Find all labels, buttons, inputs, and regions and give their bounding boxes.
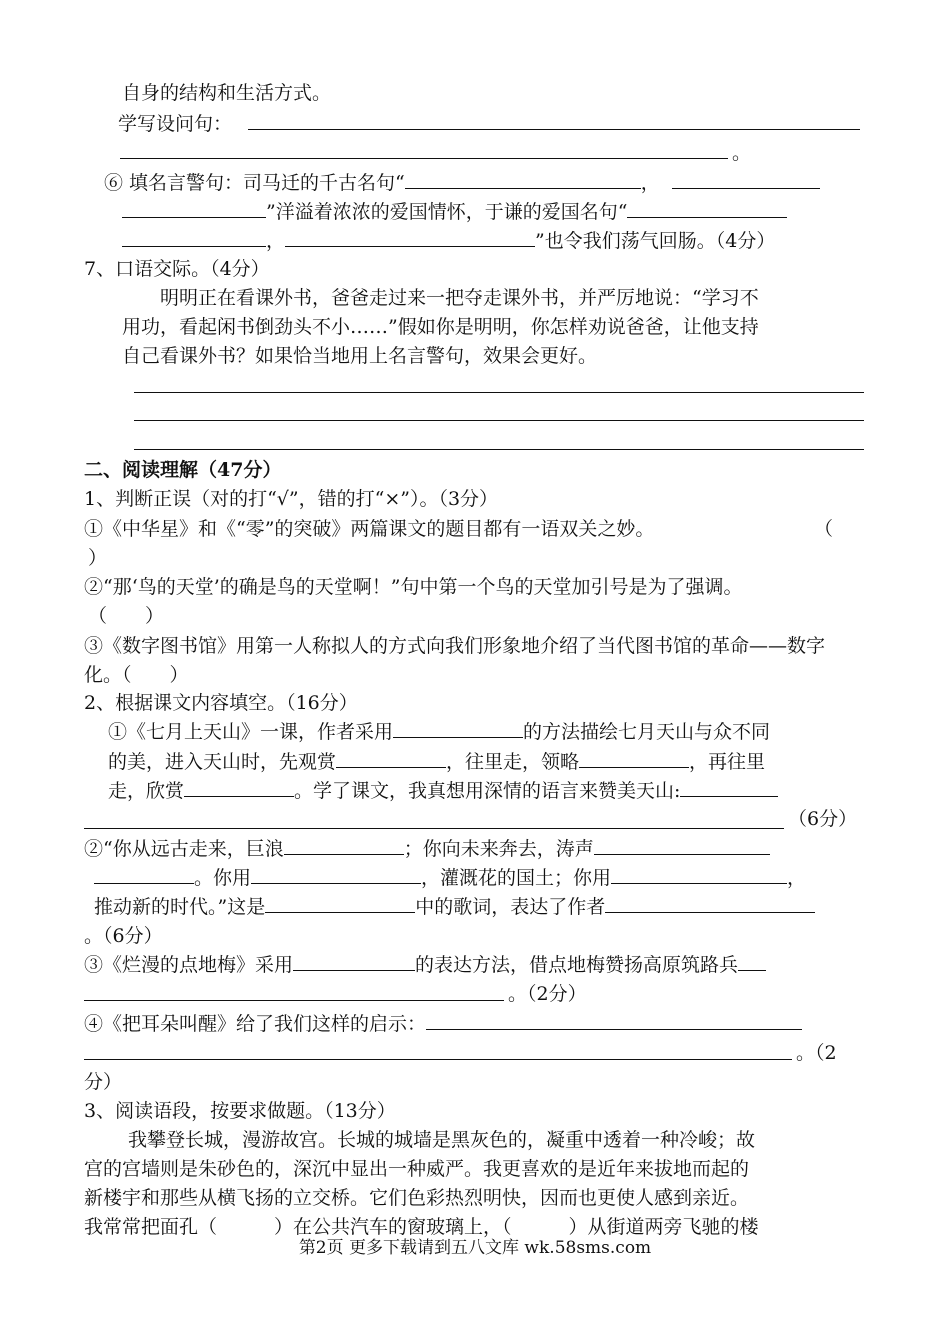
- answer-blank[interactable]: [184, 778, 294, 797]
- fill-line: [94, 865, 806, 891]
- fill-text: ④《把耳朵叫醒》给了我们这样的启示：: [84, 1013, 427, 1035]
- score-label: （6分）: [788, 808, 858, 830]
- answer-blank[interactable]: [122, 228, 266, 247]
- fill-line: [108, 719, 770, 745]
- answer-blank[interactable]: [393, 719, 523, 738]
- paragraph-line: 自己看课外书？如果恰当地用上名言警句，效果会更好。: [122, 345, 598, 367]
- judge-item: ②“那‘鸟的天堂’的确是鸟的天堂啊！”句中第一个鸟的天堂加引号是为了强调。: [84, 576, 743, 598]
- fill-text: 中的歌词，表达了作者: [415, 896, 606, 918]
- answer-line[interactable]: [134, 420, 864, 421]
- fill-line: [108, 778, 778, 804]
- fill-text: 。（2分）: [508, 983, 587, 1005]
- section-title: 二、阅读理解（47分）: [84, 459, 282, 481]
- fill-line: [94, 894, 815, 920]
- answer-blank[interactable]: [251, 865, 421, 884]
- fill-text: 推动新的时代。”这是: [94, 896, 266, 918]
- fill-text: 。（2: [796, 1042, 837, 1064]
- question-line: [122, 199, 787, 225]
- q6-text: ”也令我们荡气回肠。（4分）: [535, 230, 776, 252]
- answer-blank[interactable]: [84, 1059, 792, 1060]
- answer-paren[interactable]: （: [814, 518, 834, 540]
- answer-blank[interactable]: [405, 170, 641, 189]
- fill-text: ，: [787, 867, 807, 889]
- fill-text: 的表达方法，借点地梅赞扬高原筑路兵: [415, 954, 739, 976]
- answer-blank[interactable]: [594, 836, 770, 855]
- fill-text: ，往里走，领略: [446, 751, 580, 773]
- question-title: 1、判断正误（对的打“√”，错的打“×”）。（3分）: [84, 488, 499, 510]
- answer-blank[interactable]: [627, 199, 787, 218]
- paragraph-line: 用功，看起闲书倒劲头不小……”假如你是明明，你怎样劝说爸爸，让他支持: [122, 316, 759, 338]
- reading-line: 宫的宫墙则是朱砂色的，深沉中显出一种威严。我更喜欢的是近年来拔地而起的: [84, 1158, 750, 1180]
- question-title: 7、口语交际。（4分）: [84, 258, 270, 280]
- text-line: 自身的结构和生活方式。: [122, 82, 332, 104]
- fill-text: 。（6分）: [84, 925, 163, 947]
- answer-blank[interactable]: [672, 170, 820, 189]
- fill-text: 分）: [84, 1071, 123, 1093]
- reading-line: 新楼宇和那些从横飞扬的立交桥。它们色彩热烈明快，因而也更使人感到亲近。: [84, 1187, 750, 1209]
- fill-text: ②“你从远古走来，巨浪: [84, 838, 284, 860]
- question-label: 学写设问句：: [118, 113, 233, 135]
- question-line: [122, 228, 775, 254]
- fill-text: 走，欣赏: [108, 780, 185, 802]
- answer-blank[interactable]: [426, 1011, 802, 1030]
- answer-blank[interactable]: [605, 894, 815, 913]
- answer-blank[interactable]: [680, 778, 778, 797]
- answer-blank[interactable]: [293, 952, 415, 971]
- fill-text: ①《七月上天山》一课，作者采用: [108, 721, 394, 743]
- fill-text: 。你用: [194, 867, 252, 889]
- answer-blank[interactable]: [284, 836, 404, 855]
- answer-blank[interactable]: [94, 865, 194, 884]
- fill-line: [108, 749, 765, 775]
- judge-item: ③《数字图书馆》用第一人称拟人的方式向我们形象地介绍了当代图书馆的革命——数字: [84, 635, 826, 657]
- fill-line: [84, 1011, 802, 1037]
- fill-text: 的方法描绘七月天山与众不同: [523, 721, 771, 743]
- answer-line[interactable]: [134, 392, 864, 393]
- answer-paren[interactable]: ）: [88, 547, 108, 569]
- fill-text: ，灌溉花的国土；你用: [421, 867, 612, 889]
- answer-blank[interactable]: [336, 749, 446, 768]
- reading-line: 我攀登长城，漫游故宫。长城的城墙是黑灰色的，凝重中透着一种冷峻；故: [128, 1129, 756, 1151]
- answer-blank[interactable]: [120, 158, 728, 159]
- answer-blank[interactable]: [84, 828, 784, 829]
- paragraph-line: 明明正在看课外书，爸爸走过来一把夺走课外书，并严厉地说：“学习不: [160, 287, 759, 309]
- answer-line[interactable]: [134, 449, 864, 450]
- answer-blank[interactable]: [611, 865, 787, 884]
- answer-blank[interactable]: [738, 952, 766, 971]
- text-line: 。: [732, 142, 752, 164]
- question-title: 2、根据课文内容填空。（16分）: [84, 692, 358, 714]
- answer-blank[interactable]: [122, 199, 266, 218]
- page-footer: 第2页 更多下载请到五八文库 wk.58sms.com: [298, 1238, 652, 1258]
- answer-blank[interactable]: [579, 749, 689, 768]
- q6-text: ”洋溢着浓浓的爱国情怀，于谦的爱国名句“: [266, 201, 628, 223]
- question-title: 3、阅读语段，按要求做题。（13分）: [84, 1100, 396, 1122]
- answer-blank[interactable]: [248, 129, 860, 130]
- fill-text: 。学了课文，我真想用深情的语言来赞美天山:: [294, 780, 681, 802]
- reading-line: 我常常把面孔（ ）在公共汽车的窗玻璃上，（ ）从街道两旁飞驰的楼: [84, 1216, 759, 1238]
- fill-line: [84, 952, 766, 978]
- q6-text: ，: [640, 172, 660, 194]
- judge-item: 化。（ ）: [84, 664, 189, 686]
- question-line: [104, 170, 820, 196]
- answer-blank[interactable]: [285, 228, 535, 247]
- fill-text: ③《烂漫的点地梅》采用: [84, 954, 294, 976]
- answer-blank[interactable]: [84, 1000, 504, 1001]
- answer-paren[interactable]: （ ）: [88, 605, 165, 627]
- q6-text: ，: [266, 230, 286, 252]
- q6-text: ⑥ 填名言警句：司马迁的千古名句“: [104, 172, 405, 194]
- fill-text: ；你向未来奔去，涛声: [403, 838, 594, 860]
- fill-text: 的美，进入天山时，先观赏: [108, 751, 337, 773]
- answer-blank[interactable]: [265, 894, 415, 913]
- fill-line: [84, 836, 770, 862]
- fill-text: ，再往里: [689, 751, 766, 773]
- judge-item: ①《中华星》和《“零”的突破》两篇课文的题目都有一语双关之妙。: [84, 518, 655, 540]
